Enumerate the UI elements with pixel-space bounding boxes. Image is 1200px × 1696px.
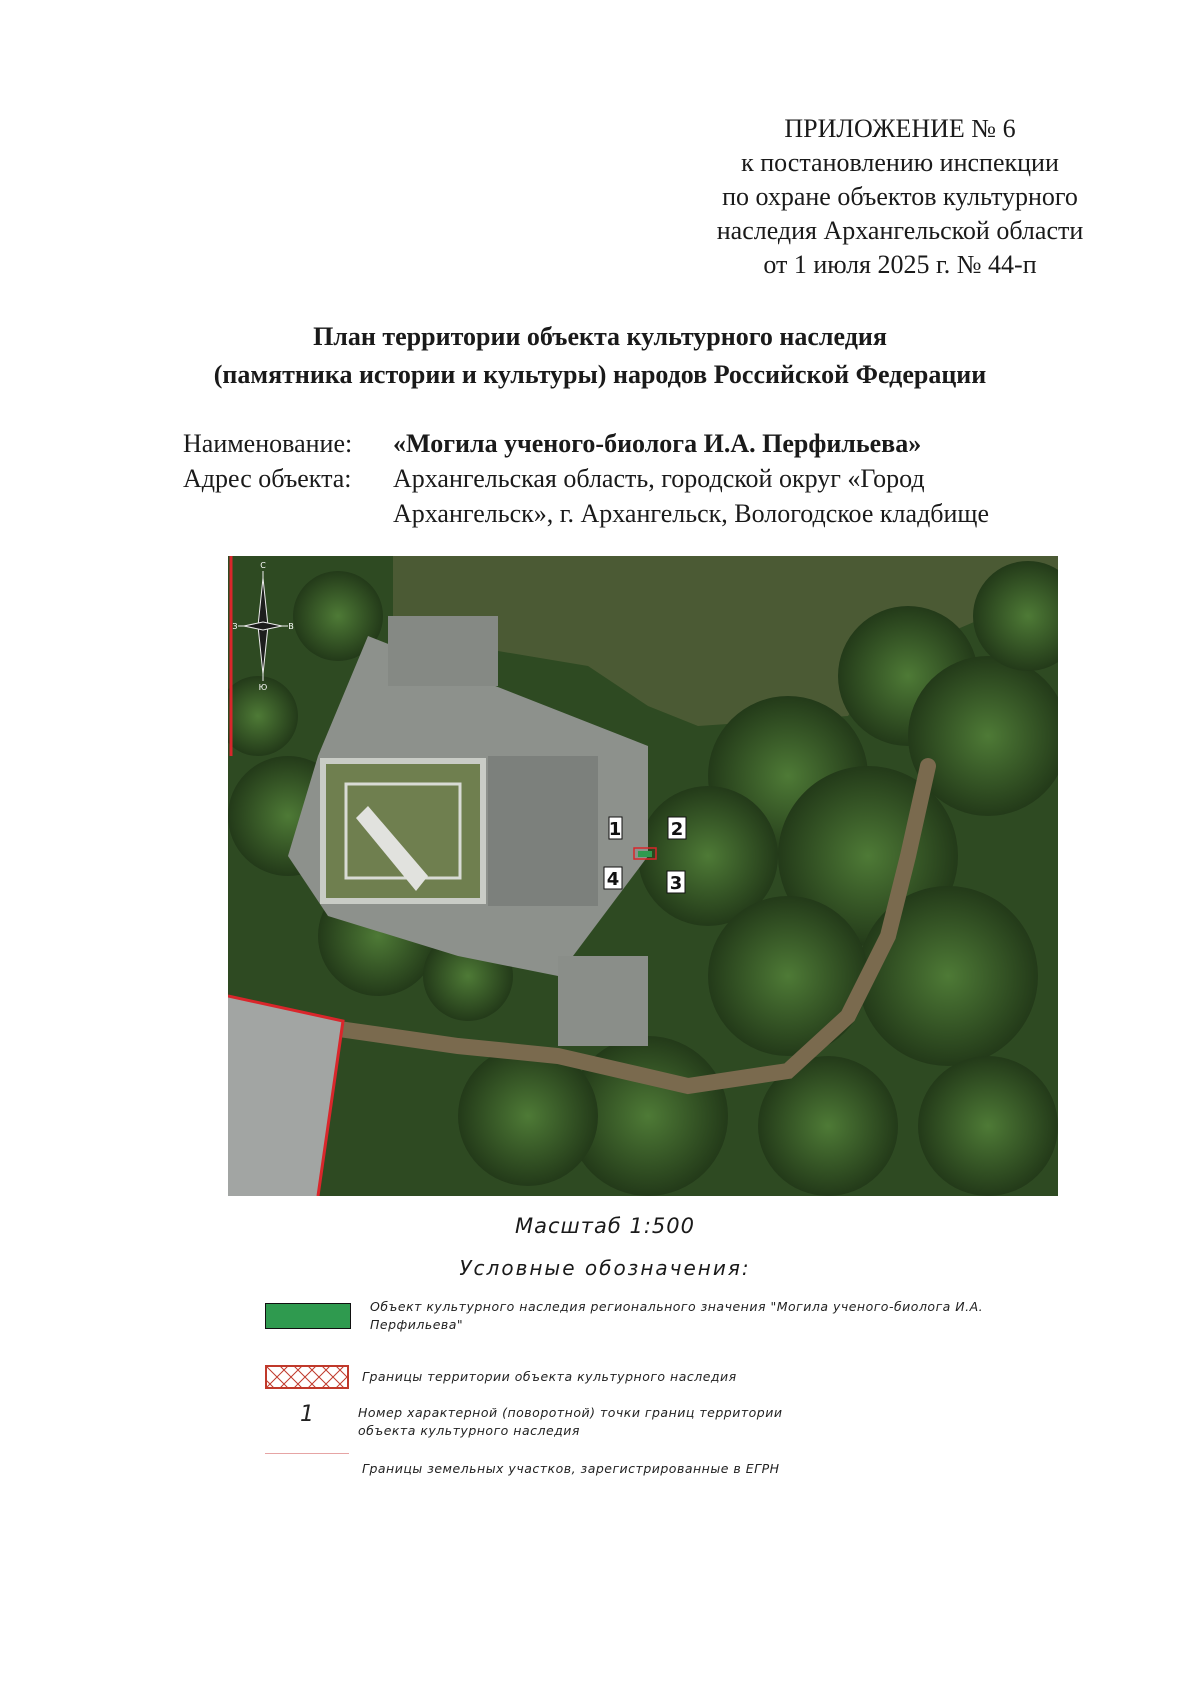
legend-object-line-1: Объект культурного наследия регионального значения "Могила ученого-биолога И.А. — [370, 1299, 984, 1314]
compass-north: С — [260, 561, 266, 570]
legend-swatch-point: 1 — [300, 1402, 314, 1427]
legend-title: Условные обозначения: — [459, 1256, 751, 1280]
legend-point-line-1: Номер характерной (поворотной) точки границ территории — [358, 1405, 783, 1420]
title-line-1: План территории объекта культурного наследия — [313, 322, 887, 351]
name-label: Наименование: — [183, 429, 353, 458]
map-canvas — [228, 556, 1058, 1196]
legend-object-line-2: Перфильева" — [370, 1317, 464, 1332]
point-label-2: 2 — [670, 819, 684, 840]
legend-swatch-territory — [265, 1365, 349, 1389]
aerial-map — [228, 556, 1058, 1196]
appendix-line: по охране объектов культурного — [722, 182, 1078, 211]
point-label-1: 1 — [608, 819, 622, 840]
legend-item-point — [358, 1404, 782, 1440]
point-label-3: 3 — [669, 873, 683, 894]
appendix-header — [660, 112, 1140, 282]
legend-item-object — [370, 1298, 990, 1334]
title-line-2: (памятника истории и культуры) народов Российской Федерации — [213, 360, 987, 389]
appendix-line: наследия Архангельской области — [716, 216, 1084, 245]
legend-point-line-2: объекта культурного наследия — [358, 1423, 580, 1438]
address-value-1: Архангельская область, городской округ «Город — [393, 464, 925, 493]
name-value: «Могила ученого-биолога И.А. Перфильева» — [393, 429, 922, 458]
compass-south: Ю — [258, 683, 268, 692]
appendix-date: от 1 июля 2025 г. № 44-п — [763, 250, 1037, 279]
compass-west: З — [232, 622, 238, 631]
map-scale: Масштаб 1:500 — [515, 1214, 695, 1238]
legend-swatch-parcels — [265, 1453, 349, 1454]
appendix-line: к постановлению инспекции — [741, 148, 1059, 177]
legend-item-territory: Границы территории объекта культурного наследия — [362, 1369, 737, 1384]
legend-swatch-object — [265, 1303, 351, 1329]
legend-item-parcels: Границы земельных участков, зарегистрированные в ЕГРН — [362, 1461, 780, 1476]
point-label-4: 4 — [606, 869, 620, 890]
compass-east: В — [288, 622, 294, 631]
page-title — [100, 318, 1100, 394]
address-value-2: Архангельск», г. Архангельск, Вологодское кладбище — [393, 499, 989, 528]
address-label: Адрес объекта: — [183, 464, 352, 493]
appendix-number: ПРИЛОЖЕНИЕ № 6 — [784, 114, 1016, 143]
